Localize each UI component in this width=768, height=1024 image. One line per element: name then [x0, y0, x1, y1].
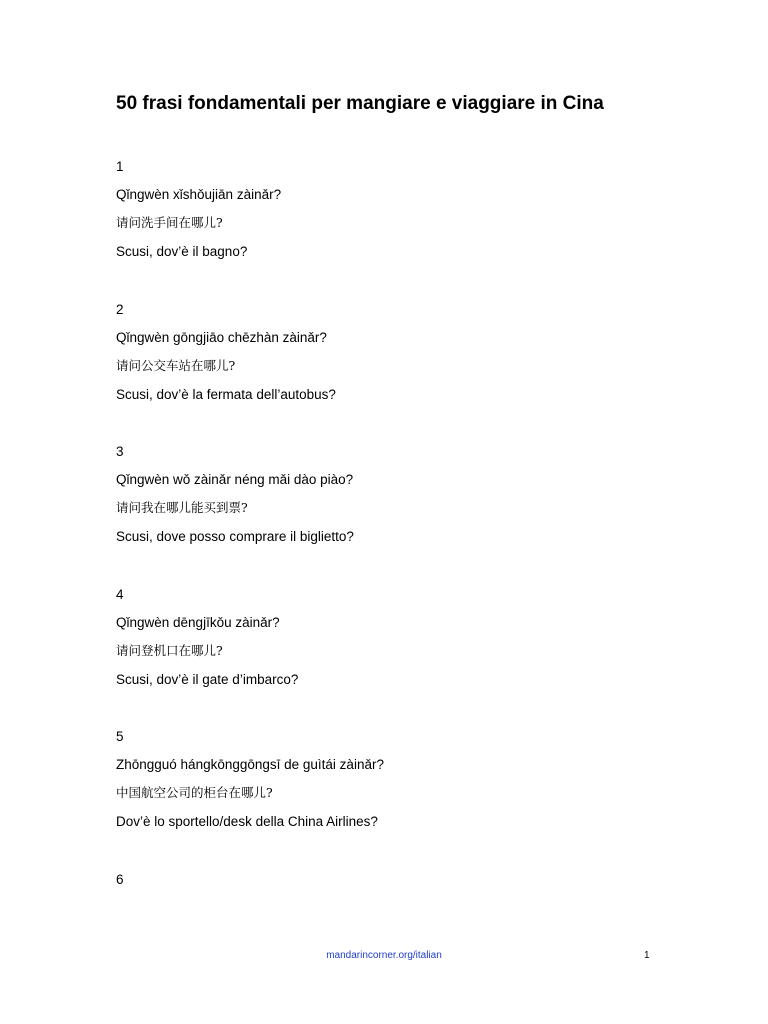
phrase-hanzi: 中国航空公司的柜台在哪儿?	[116, 785, 273, 800]
phrase-number: 2	[116, 302, 124, 317]
phrase-italian: Scusi, dov’è il bagno?	[116, 244, 248, 259]
phrase-pinyin: Qǐngwèn wǒ zàinǎr néng mǎi dào piào?	[116, 472, 354, 487]
document-title: 50 frasi fondamentali per mangiare e viaggiare in Cina	[116, 93, 604, 114]
phrase-hanzi: 请问登机口在哪儿?	[116, 643, 223, 658]
phrase-hanzi: 请问公交车站在哪儿?	[116, 358, 236, 373]
phrase-hanzi: 请问洗手间在哪儿?	[116, 215, 223, 230]
phrase-pinyin: Qǐngwèn dēngjīkǒu zàinǎr?	[116, 615, 280, 630]
phrase-hanzi: 请问我在哪儿能买到票?	[116, 500, 248, 515]
phrase-pinyin: Qǐngwèn gōngjiāo chēzhàn zàinǎr?	[116, 330, 327, 345]
phrase-pinyin: Zhōngguó hángkōnggōngsī de guìtái zàinǎr?	[116, 757, 384, 772]
phrase-italian: Scusi, dov’è il gate d’imbarco?	[116, 672, 299, 687]
page-number: 1	[644, 950, 650, 961]
phrase-number: 1	[116, 159, 124, 174]
footer-website-link[interactable]: mandarincorner.org/italian	[326, 950, 442, 961]
phrase-number: 5	[116, 729, 124, 744]
phrase-number: 3	[116, 444, 124, 459]
phrase-number: 4	[116, 587, 124, 602]
phrase-number: 6	[116, 872, 124, 887]
phrase-italian: Scusi, dov’è la fermata dell’autobus?	[116, 387, 336, 402]
phrase-italian: Dov’è lo sportello/desk della China Airlines?	[116, 814, 378, 829]
phrase-pinyin: Qǐngwèn xǐshǒujiān zàinǎr?	[116, 187, 282, 202]
phrase-italian: Scusi, dove posso comprare il biglietto?	[116, 529, 354, 544]
